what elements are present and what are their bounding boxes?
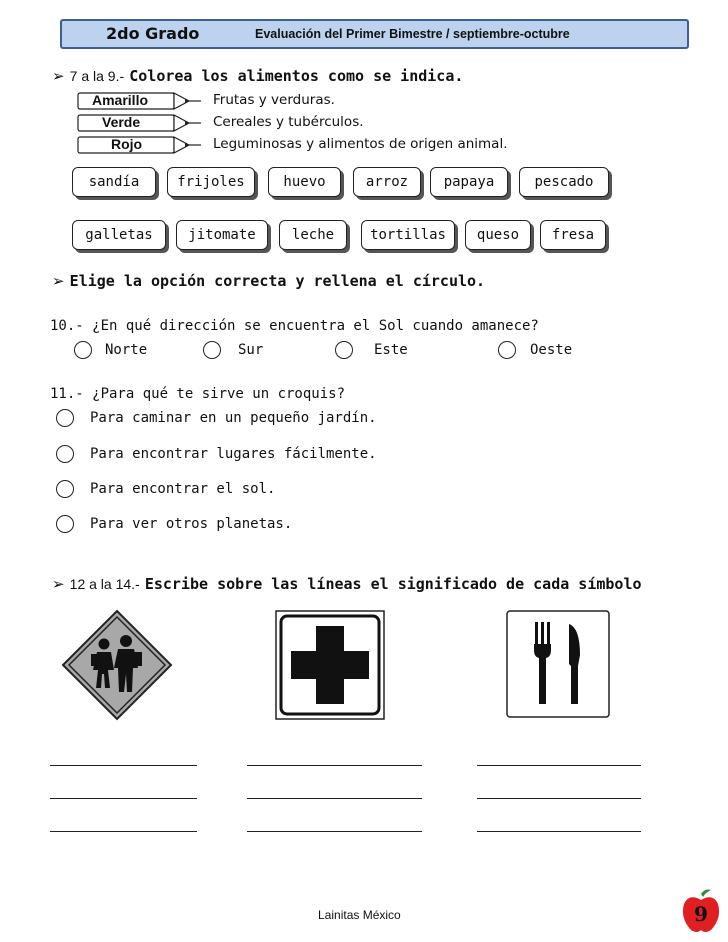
option-label: Norte bbox=[105, 342, 148, 358]
option-circle[interactable] bbox=[56, 515, 74, 533]
option-circle[interactable] bbox=[56, 409, 74, 427]
option-label: Sur bbox=[238, 342, 264, 358]
food-box[interactable]: huevo bbox=[268, 167, 341, 197]
answer-line[interactable] bbox=[50, 765, 197, 766]
key-color-label: Rojo bbox=[111, 136, 143, 152]
restaurant-fork-knife-icon bbox=[506, 610, 610, 718]
option-circle[interactable] bbox=[335, 341, 353, 359]
question-10: 10.- ¿En qué dirección se encuentra el Sol cuando amanece? bbox=[50, 318, 539, 334]
header-banner bbox=[60, 19, 689, 49]
section1-text: Colorea los alimentos como se indica. bbox=[129, 67, 464, 85]
section1-number: 7 a la 9.- bbox=[69, 68, 125, 84]
option-circle[interactable] bbox=[56, 480, 74, 498]
answer-line[interactable] bbox=[477, 831, 641, 832]
grade-label: 2do Grado bbox=[106, 24, 200, 43]
first-aid-cross-icon bbox=[275, 610, 385, 720]
key-description: Leguminosas y alimentos de origen animal. bbox=[213, 136, 508, 152]
food-box[interactable]: tortillas bbox=[361, 220, 455, 250]
food-box[interactable]: queso bbox=[465, 220, 531, 250]
option-circle[interactable] bbox=[56, 445, 74, 463]
food-box[interactable]: galletas bbox=[72, 220, 166, 250]
option-label: Para encontrar lugares fácilmente. bbox=[90, 446, 377, 462]
option-label: Oeste bbox=[530, 342, 573, 358]
food-box[interactable]: papaya bbox=[430, 167, 508, 197]
option-label: Para encontrar el sol. bbox=[90, 481, 276, 497]
key-color-label: Amarillo bbox=[92, 92, 149, 108]
arrow-bullet-icon: ➢ bbox=[52, 67, 65, 85]
key-description: Cereales y tubérculos. bbox=[213, 114, 364, 130]
answer-line[interactable] bbox=[247, 798, 422, 799]
section1-instruction bbox=[52, 66, 463, 85]
answer-line[interactable] bbox=[50, 798, 197, 799]
food-box[interactable]: fresa bbox=[540, 220, 606, 250]
food-box[interactable]: pescado bbox=[519, 167, 609, 197]
question-11: 11.- ¿Para qué te sirve un croquis? bbox=[50, 386, 346, 402]
section3-text: Escribe sobre las líneas el significado de cada símbolo bbox=[144, 575, 642, 593]
option-label: Este bbox=[374, 342, 408, 358]
answer-line[interactable] bbox=[477, 765, 641, 766]
footer-credit: Lainitas México bbox=[318, 908, 401, 922]
key-color-label: Verde bbox=[102, 114, 141, 130]
section2-text: Elige la opción correcta y rellena el círculo. bbox=[69, 272, 486, 290]
section2-instruction bbox=[52, 271, 485, 290]
school-crossing-sign-icon bbox=[60, 608, 174, 722]
food-box[interactable]: arroz bbox=[353, 167, 421, 197]
option-circle[interactable] bbox=[74, 341, 92, 359]
option-circle[interactable] bbox=[203, 341, 221, 359]
arrow-bullet-icon: ➢ bbox=[52, 575, 65, 593]
option-label: Para ver otros planetas. bbox=[90, 516, 293, 532]
key-description: Frutas y verduras. bbox=[213, 92, 335, 108]
section3-instruction bbox=[52, 574, 642, 593]
food-box[interactable]: frijoles bbox=[167, 167, 255, 197]
page-number: 9 bbox=[694, 902, 708, 926]
arrow-bullet-icon: ➢ bbox=[52, 272, 65, 290]
key-pencil-amarillo bbox=[77, 91, 203, 115]
answer-line[interactable] bbox=[247, 831, 422, 832]
answer-line[interactable] bbox=[477, 798, 641, 799]
key-pencil-verde bbox=[77, 113, 203, 137]
food-box[interactable]: jitomate bbox=[176, 220, 268, 250]
answer-line[interactable] bbox=[247, 765, 422, 766]
key-pencil-rojo bbox=[77, 135, 203, 159]
option-circle[interactable] bbox=[498, 341, 516, 359]
food-box[interactable]: sandía bbox=[72, 167, 156, 197]
answer-line[interactable] bbox=[50, 831, 197, 832]
page-number-badge bbox=[681, 888, 721, 934]
food-box[interactable]: leche bbox=[279, 220, 347, 250]
option-label: Para caminar en un pequeño jardín. bbox=[90, 410, 377, 426]
section3-number: 12 a la 14.- bbox=[69, 576, 140, 592]
exam-title: Evaluación del Primer Bimestre / septiembre-octubre bbox=[255, 27, 570, 41]
